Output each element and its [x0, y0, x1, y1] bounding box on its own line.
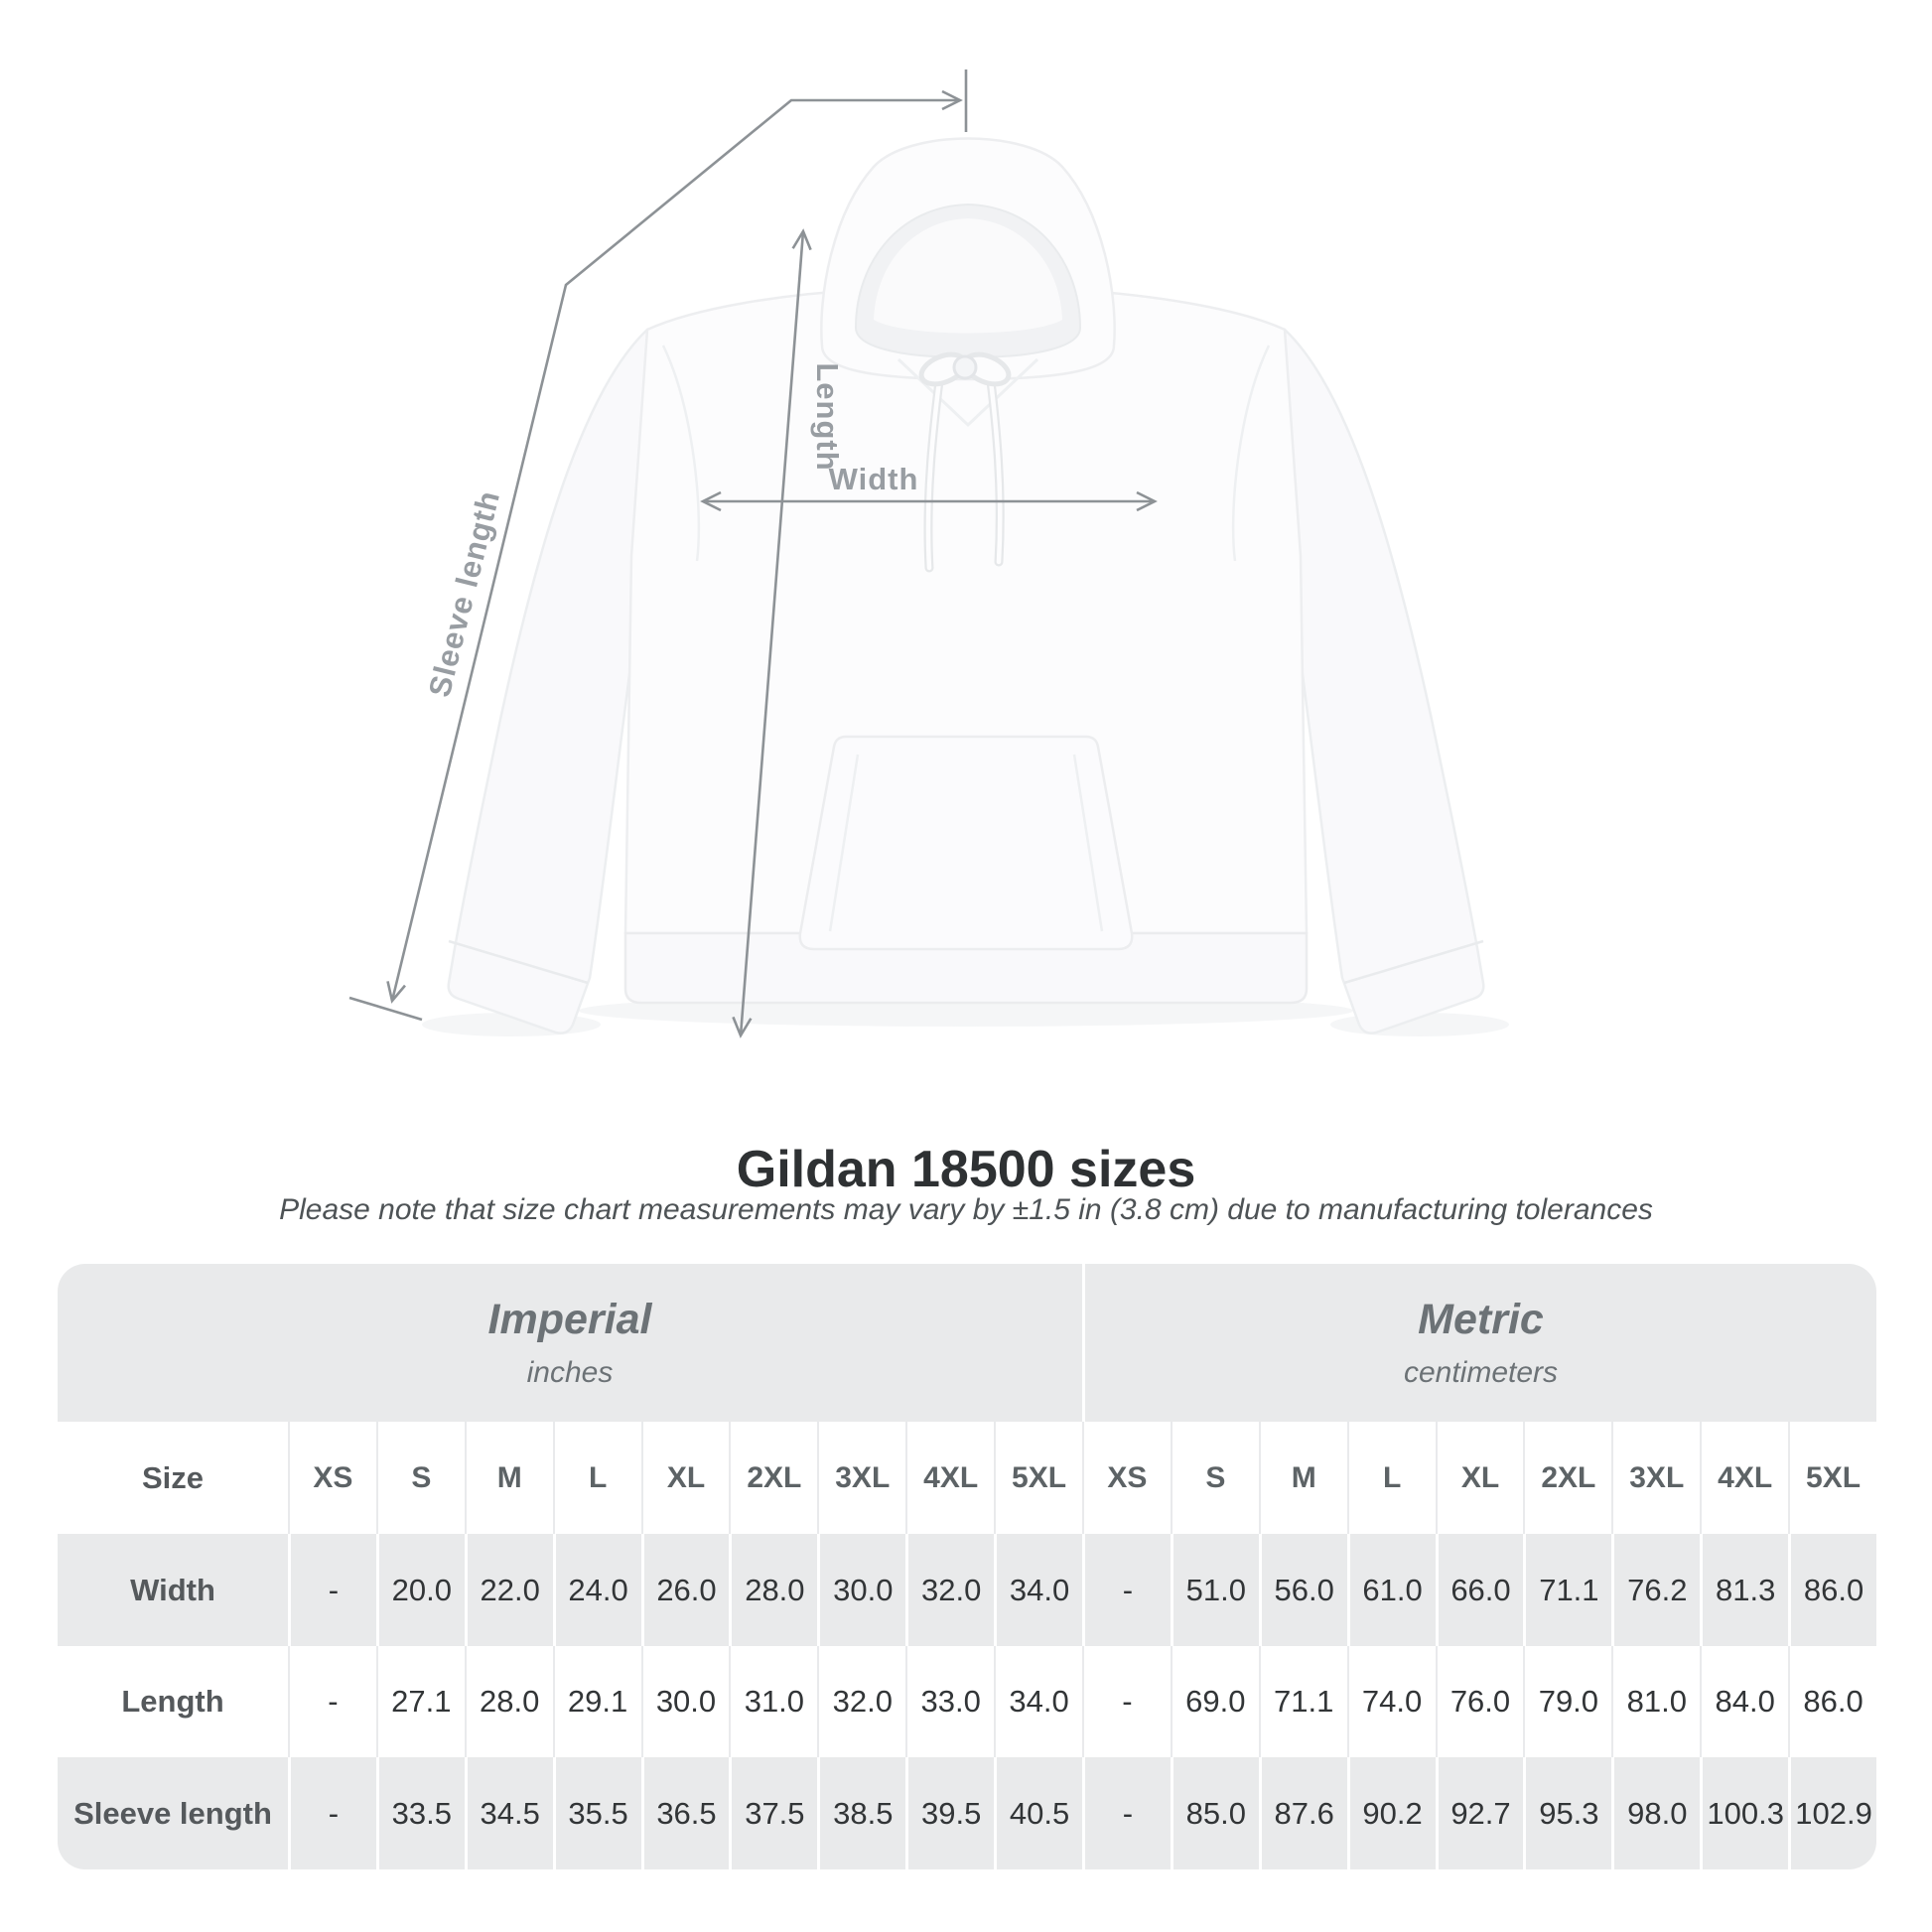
- value-cell: 29.1: [553, 1646, 641, 1757]
- value-cell: 81.3: [1700, 1534, 1788, 1646]
- size-col-header: 3XL: [1611, 1422, 1700, 1534]
- value-cell: 37.5: [729, 1757, 817, 1869]
- value-cell: 71.1: [1523, 1534, 1611, 1646]
- size-table: [58, 1264, 1876, 1869]
- value-cell: 26.0: [641, 1534, 730, 1646]
- size-col-header: 5XL: [994, 1422, 1082, 1534]
- value-cell: 34.0: [994, 1534, 1082, 1646]
- size-header-cell: Size: [58, 1422, 288, 1534]
- hoodie-pocket: [800, 737, 1132, 949]
- value-cell: 74.0: [1347, 1646, 1436, 1757]
- value-cell: 102.9: [1788, 1757, 1876, 1869]
- size-col-header: 5XL: [1788, 1422, 1876, 1534]
- value-cell: 34.0: [994, 1646, 1082, 1757]
- value-cell: 56.0: [1259, 1534, 1347, 1646]
- value-cell: 27.1: [376, 1646, 465, 1757]
- value-cell: 90.2: [1347, 1757, 1436, 1869]
- value-cell: 61.0: [1347, 1534, 1436, 1646]
- value-cell: 30.0: [817, 1534, 905, 1646]
- value-cell: 38.5: [817, 1757, 905, 1869]
- size-col-header: L: [553, 1422, 641, 1534]
- row-label: Width: [58, 1534, 288, 1646]
- value-cell: 95.3: [1523, 1757, 1611, 1869]
- value-cell: 28.0: [729, 1534, 817, 1646]
- unit-group-imperial: [58, 1264, 1082, 1422]
- value-cell: 33.5: [376, 1757, 465, 1869]
- value-cell: -: [1082, 1646, 1171, 1757]
- size-col-header: 2XL: [1523, 1422, 1611, 1534]
- value-cell: 86.0: [1788, 1646, 1876, 1757]
- value-cell: 34.5: [465, 1757, 553, 1869]
- value-cell: 69.0: [1171, 1646, 1259, 1757]
- unit-group-name: Metric: [1418, 1296, 1544, 1343]
- size-col-header: 4XL: [1700, 1422, 1788, 1534]
- size-col-header: XL: [1436, 1422, 1524, 1534]
- value-cell: 30.0: [641, 1646, 730, 1757]
- value-cell: 79.0: [1523, 1646, 1611, 1757]
- width-measure-label: Width: [828, 462, 919, 496]
- value-cell: -: [288, 1646, 376, 1757]
- length-measure-label: Length: [810, 362, 845, 472]
- value-cell: 66.0: [1436, 1534, 1524, 1646]
- unit-group-unit: inches: [526, 1356, 614, 1389]
- sleeve-cuff-tick: [349, 998, 422, 1020]
- value-cell: 85.0: [1171, 1757, 1259, 1869]
- value-cell: 22.0: [465, 1534, 553, 1646]
- size-col-header: M: [1259, 1422, 1347, 1534]
- value-cell: 31.0: [729, 1646, 817, 1757]
- size-col-header: 3XL: [817, 1422, 905, 1534]
- value-cell: 32.0: [905, 1534, 994, 1646]
- value-cell: 76.0: [1436, 1646, 1524, 1757]
- value-cell: 51.0: [1171, 1534, 1259, 1646]
- value-cell: 20.0: [376, 1534, 465, 1646]
- value-cell: 98.0: [1611, 1757, 1700, 1869]
- size-col-header: 2XL: [729, 1422, 817, 1534]
- page-title: Gildan 18500 sizes: [736, 1141, 1196, 1198]
- value-cell: 36.5: [641, 1757, 730, 1869]
- value-cell: 100.3: [1700, 1757, 1788, 1869]
- value-cell: 40.5: [994, 1757, 1082, 1869]
- size-col-header: S: [1171, 1422, 1259, 1534]
- size-col-header: XS: [288, 1422, 376, 1534]
- value-cell: 81.0: [1611, 1646, 1700, 1757]
- value-cell: 86.0: [1788, 1534, 1876, 1646]
- value-cell: 35.5: [553, 1757, 641, 1869]
- value-cell: 33.0: [905, 1646, 994, 1757]
- value-cell: 32.0: [817, 1646, 905, 1757]
- value-cell: 87.6: [1259, 1757, 1347, 1869]
- value-cell: -: [288, 1534, 376, 1646]
- row-label: Sleeve length: [58, 1757, 288, 1869]
- value-cell: -: [1082, 1757, 1171, 1869]
- size-col-header: XS: [1082, 1422, 1171, 1534]
- value-cell: 92.7: [1436, 1757, 1524, 1869]
- page-subtitle: Please note that size chart measurements may vary by ±1.5 in (3.8 cm) due to manufacturing tolerances: [279, 1193, 1653, 1226]
- unit-group-metric: [1082, 1264, 1876, 1422]
- value-cell: -: [1082, 1534, 1171, 1646]
- value-cell: -: [288, 1757, 376, 1869]
- value-cell: 39.5: [905, 1757, 994, 1869]
- value-cell: 71.1: [1259, 1646, 1347, 1757]
- size-col-header: 4XL: [905, 1422, 994, 1534]
- value-cell: 24.0: [553, 1534, 641, 1646]
- size-col-header: M: [465, 1422, 553, 1534]
- row-label: Length: [58, 1646, 288, 1757]
- size-col-header: XL: [641, 1422, 730, 1534]
- value-cell: 84.0: [1700, 1646, 1788, 1757]
- unit-group-unit: centimeters: [1403, 1356, 1559, 1389]
- sleeve-length-measure-label: Sleeve length: [421, 486, 507, 701]
- size-col-header: L: [1347, 1422, 1436, 1534]
- value-cell: 28.0: [465, 1646, 553, 1757]
- size-col-header: S: [376, 1422, 465, 1534]
- unit-group-name: Imperial: [487, 1296, 652, 1343]
- value-cell: 76.2: [1611, 1534, 1700, 1646]
